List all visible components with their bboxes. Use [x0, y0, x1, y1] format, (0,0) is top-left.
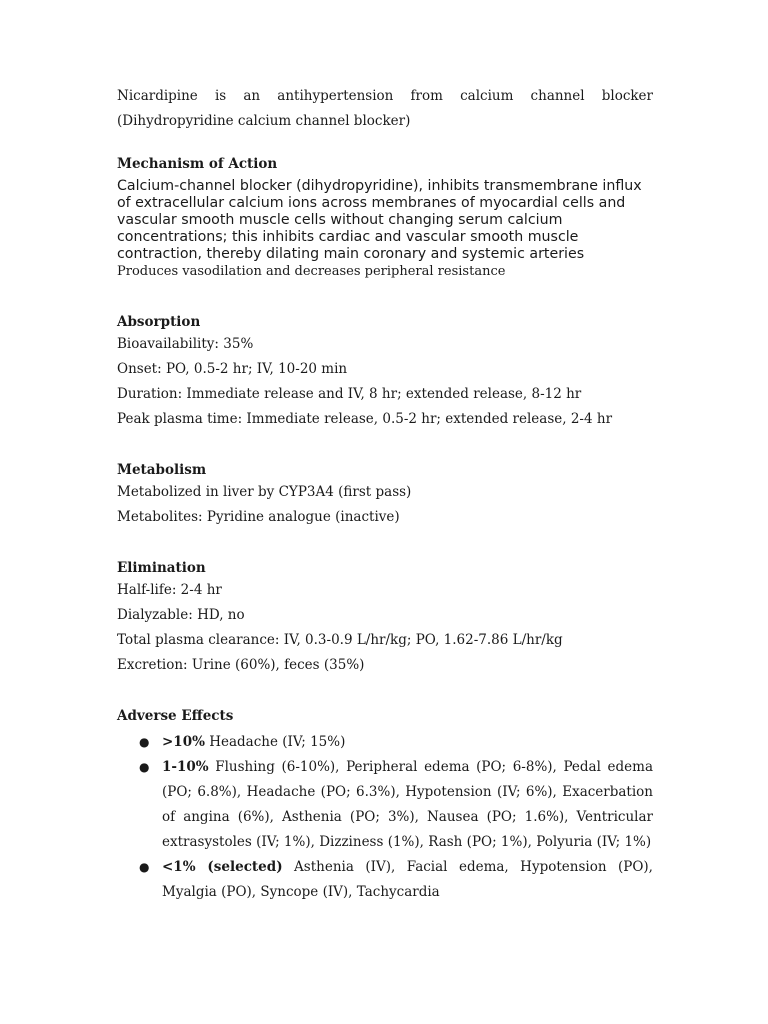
- mechanism-section: [117, 154, 653, 281]
- elimination-line: Excretion: Urine (60%), feces (35%): [117, 657, 365, 673]
- adverse-effects-section: [117, 706, 653, 905]
- absorption-line: Bioavailability: 35%: [117, 336, 254, 352]
- metabolism-section: [117, 460, 653, 530]
- mechanism-body: Calcium-channel blocker (dihydropyridine), inhibits transmembrane influx of extracellular calcium ions across membranes of myocardial cells and vascular smooth muscle cells without changing serum calcium concentrations; this inhibits cardiac and vascular smooth muscle contraction, thereby dilating main coronary and systemic arteries: [117, 178, 642, 262]
- mechanism-heading: Mechanism of Action: [117, 156, 278, 172]
- absorption-heading: Absorption: [117, 314, 201, 330]
- absorption-line: Onset: PO, 0.5-2 hr; IV, 10-20 min: [117, 361, 348, 377]
- effect-text: Flushing (6-10%), Peripheral edema (PO; 6-8%), Pedal edema (PO; 6.8%), Headache (PO; 6.3%), Hypotension (IV; 6%), Exacerbation of angina (6%), Asthenia (PO; 3%), Nausea (PO; 1.6%), Ventricular extrasystoles (IV; 1%), Dizziness (1%), Rash (PO; 1%), Polyuria (IV; 1%): [162, 759, 653, 850]
- document-page: [117, 84, 653, 905]
- frequency-label: >10%: [162, 734, 205, 750]
- list-item: [117, 755, 653, 855]
- metabolism-line: Metabolized in liver by CYP3A4 (first pass): [117, 484, 412, 500]
- elimination-line: Dialyzable: HD, no: [117, 607, 245, 623]
- bullet-icon: ●: [139, 735, 150, 749]
- elimination-line: Total plasma clearance: IV, 0.3-0.9 L/hr/kg; PO, 1.62-7.86 L/hr/kg: [117, 632, 563, 648]
- elimination-section: [117, 558, 653, 678]
- bullet-icon: ●: [139, 760, 150, 774]
- absorption-section: [117, 312, 653, 432]
- elimination-heading: Elimination: [117, 560, 206, 576]
- elimination-line: Half-life: 2-4 hr: [117, 582, 222, 598]
- list-item: [117, 730, 653, 755]
- adverse-effects-list: [117, 730, 653, 905]
- intro-paragraph: Nicardipine is an antihypertension from calcium channel blocker (Dihydropyridine calcium channel blocker): [117, 88, 653, 129]
- mechanism-note: Produces vasodilation and decreases peripheral resistance: [117, 264, 506, 279]
- absorption-line: Duration: Immediate release and IV, 8 hr; extended release, 8-12 hr: [117, 386, 582, 402]
- adverse-effects-heading: Adverse Effects: [117, 708, 234, 724]
- frequency-label: <1% (selected): [162, 859, 283, 875]
- metabolism-line: Metabolites: Pyridine analogue (inactive): [117, 509, 400, 525]
- effect-text: Headache (IV; 15%): [204, 734, 346, 750]
- frequency-label: 1-10%: [162, 759, 209, 775]
- metabolism-heading: Metabolism: [117, 462, 207, 478]
- bullet-icon: ●: [139, 860, 150, 874]
- effect-text: Asthenia (IV), Facial edema, Hypotension (PO), Myalgia (PO), Syncope (IV), Tachycardia: [162, 859, 653, 900]
- list-item: [117, 855, 653, 905]
- absorption-line: Peak plasma time: Immediate release, 0.5-2 hr; extended release, 2-4 hr: [117, 411, 613, 427]
